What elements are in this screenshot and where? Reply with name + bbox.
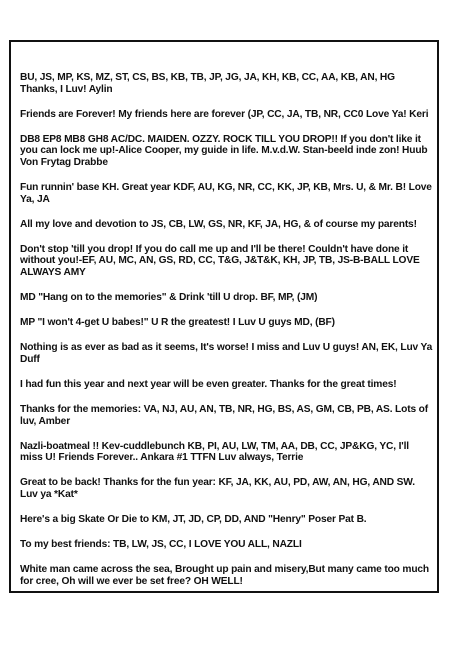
message-terrie: Nazli-boatmeal !! Kev-cuddlebunch KB, PI, AU, LW, TM, AA, DB, CC, JP&KG, YC, I'll miss U! Friends Forever.. Ankara #1 TTFN Luv always, Terrie [20,440,409,464]
message-ja: Fun runnin' base KH. Great year KDF, AU, KG, NR, CC, KK, JP, KB, Mrs. U, & Mr. B! Love Ya, JA [20,182,432,205]
message-devotion: All my love and devotion to JS, CB, LW, GS, NR, KF, JA, HG, & of course my parents! [20,218,417,230]
message-nazli: To my best friends: TB, LW, JS, CC, I LOVE YOU ALL, NAZLI [20,539,302,551]
message-md: MD "Hang on to the memories" & Drink 'till U drop. BF, MP, (JM) [20,292,318,304]
message-amber: Thanks for the memories: VA, NJ, AU, AN, TB, NR, HG, BS, AS, GM, CB, PB, AS. Lots of luv, Amber [20,404,428,427]
message-mp: MP "I won't 4-get U babes!" U R the greatest! I Luv U guys MD, (BF) [20,317,335,329]
message-kat: Great to be back! Thanks for the fun year: KF, JA, KK, AU, PD, AW, AN, HG, AND SW. Luv ya *Kat* [20,477,415,501]
message-oh-well: White man came across the sea, Brought up pain and misery,But many came too much for cree, Oh will we ever be set free? OH WELL! [20,564,429,587]
message-amy: Don't stop 'till you drop! If you do call me up and I'll be there! Couldn't have done it without you!-EF, AU, MC, AN, GS, RD, CC, T&G, J&T&K, KH, JP, TB, JS-B-BALL LOVE ALWAYS AMY [20,243,420,279]
message-huub: DB8 EP8 MB8 GH8 AC/DC. MAIDEN. OZZY. ROCK TILL YOU DROP!! If you don't like it you can lock me up!-Alice Cooper, my guide in life. M.v.d.W. Stan-beeld inde zon! Huub Von Frytag Drabbe [20,133,428,168]
message-keri: Friends are Forever! My friends here are forever (JP, CC, JA, TB, NR, CC0 Love Ya! Keri [20,108,429,120]
message-aylin: BU, JS, MP, KS, MZ, ST, CS, BS, KB, TB, JP, JG, JA, KH, KB, CC, AA, KB, AN, HG Thanks, I Luv! Aylin [20,72,395,95]
message-list [20,72,434,601]
message-great-times: I had fun this year and next year will be even greater. Thanks for the great times! [20,379,397,390]
message-pat: Here's a big Skate Or Die to KM, JT, JD, CP, DD, AND "Henry" Poser Pat B. [20,514,367,526]
message-duff: Nothing is as ever as bad as it seems, It's worse! I miss and Luv U guys! AN, EK, Luv Ya Duff [20,342,433,365]
